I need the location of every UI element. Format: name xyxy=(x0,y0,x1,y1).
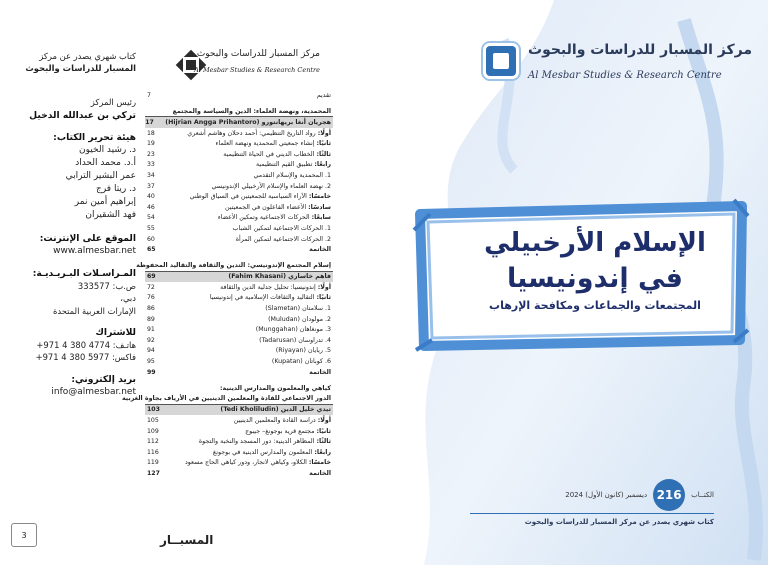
toc-entry-title: دراسة القادة والمعلمين الدينيين xyxy=(233,417,318,425)
mail-block xyxy=(8,267,136,317)
toc-entry-title: المظاهر الدينية: دور المسجد والنخبة والتجوة xyxy=(198,438,317,446)
subscription-block xyxy=(8,326,136,364)
toc-page-number: 86 xyxy=(147,305,155,313)
toc-entry-text xyxy=(167,438,331,445)
masthead-column xyxy=(8,50,136,408)
mail-line: الإمارات العربية المتحدة xyxy=(52,305,136,316)
issue-date: ديسمبر (كانون الأول) 2024 xyxy=(565,491,648,499)
toc-page-number: 19 xyxy=(147,140,155,148)
toc-entry-ordinal: ثانيًا: xyxy=(316,294,331,302)
toc-entry-text xyxy=(167,193,331,200)
toc-entry-ordinal: رابعًا: xyxy=(314,161,331,169)
toc-page-number: 109 xyxy=(147,427,159,435)
toc-entry-ordinal: أولًا: xyxy=(317,129,331,137)
toc-author-row[interactable] xyxy=(145,405,333,416)
toc-entry[interactable] xyxy=(145,191,333,202)
board-member: أ.د. محمد الحداد xyxy=(75,158,136,169)
toc-entry[interactable] xyxy=(145,458,333,469)
toc-entry-text: 2. الحركات الاجتماعية لتمكين المرأة xyxy=(235,235,331,243)
cover-title-line1: الإسلام الأرخبيلي xyxy=(484,228,706,258)
toc-entry[interactable] xyxy=(145,436,333,447)
toc-page-number: 33 xyxy=(147,161,155,169)
toc-entry-text: الخاتمة xyxy=(309,469,331,477)
mail-line: دبي، xyxy=(120,293,136,304)
toc-page-number: 92 xyxy=(147,336,155,344)
toc-page-number: 18 xyxy=(147,129,155,137)
toc-entry-text: 1. الحركات الاجتماعية لتمكين الشباب xyxy=(232,224,331,232)
board-member: فهد الشقيران xyxy=(85,210,136,221)
toc-entry-text: 2. مولودان (Muludan) xyxy=(268,315,331,323)
toc-entry-text xyxy=(167,161,331,168)
toc-entry[interactable] xyxy=(145,468,333,479)
toc-entry-text: تقديم xyxy=(316,91,331,99)
subscription-heading: للاشتراك xyxy=(95,326,136,338)
toc-entry-text xyxy=(167,214,331,221)
toc-entry[interactable] xyxy=(145,356,333,367)
board-member: د. ريتا فرج xyxy=(96,184,136,195)
toc-entry-text xyxy=(167,204,331,211)
toc-entry-text: 5. ريايان (Riyayan) xyxy=(275,347,331,355)
toc-entry[interactable] xyxy=(145,303,333,314)
cover-logo xyxy=(480,38,752,88)
toc-entry-text: 2. نهضة العلماء والإسلام الأرخبيلي الإندونيسي xyxy=(211,182,331,190)
toc-page-number: 127 xyxy=(147,469,160,477)
toc-entry-title: الآراء السياسية للجمعيتين في السياق الوطني xyxy=(189,193,309,201)
toc-entry-ordinal: ثانيًا: xyxy=(316,427,331,435)
cover-logo-english: Al Mesbar Studies & Research Centre xyxy=(528,70,722,81)
toc-entry-title: الأعضاء الفاعلون في الجمعيتين xyxy=(225,203,309,211)
issue-subtitle: كتاب شهري يصدر عن مركز المسبار للدراسات والبحوث xyxy=(524,518,714,526)
toc-entry-text: الخاتمة xyxy=(309,246,331,254)
toc-entry-text: تيدي خليل الدين (Tedi Kholiludin) xyxy=(220,406,331,414)
cover-title-line2: في إندونيسيا xyxy=(507,263,683,294)
toc-page-number: 105 xyxy=(147,417,159,425)
toc-entry-title: التقاليد والثقافات الإسلامية في إندونيسيا xyxy=(209,294,317,302)
toc-entry-text: 6. كوباتان (Kupatan) xyxy=(271,358,331,366)
toc-page-number: 72 xyxy=(147,283,155,291)
toc-entry-text: إسلام المجتمع الإندونيسي: التدين والثقافة والتقاليد المحفوظة xyxy=(136,262,331,270)
toc-entry[interactable] xyxy=(145,282,333,293)
toc-entry-text: الدور الاجتماعي للقادة والمعلمين الدينيين في الأرياف بجاوة الغربية xyxy=(121,395,331,403)
toc-entry-text: 1. سلامتان (Slametan) xyxy=(265,305,331,313)
editorial-board xyxy=(8,131,136,223)
toc-entry-title: رواد التاريخ التنظيمي: أحمد دحلان وهاشم أشعري xyxy=(187,129,318,137)
cover-title-block xyxy=(450,225,740,315)
toc-page-number: 54 xyxy=(147,214,155,222)
toc-page-number: 69 xyxy=(147,273,156,281)
director-label: رئيس المركز xyxy=(90,97,136,108)
toc-page-number: 94 xyxy=(147,347,155,355)
toc-entry-text: 4. تدراوسان (Tadarusan) xyxy=(259,336,331,344)
toc-entry[interactable] xyxy=(145,324,333,335)
toc-page-number: 55 xyxy=(147,224,155,232)
page-number: 3 xyxy=(11,523,37,547)
toc-entry[interactable] xyxy=(145,90,333,101)
toc-entry-ordinal: ثالثًا: xyxy=(316,438,331,446)
toc-entry-ordinal: خامسًا: xyxy=(308,193,331,201)
toc-author-row[interactable] xyxy=(145,272,333,283)
toc-page-number: 99 xyxy=(147,368,156,376)
website-link[interactable]: www.almesbar.net xyxy=(53,245,136,256)
mail-heading: المـراسـلات البـريـديـة: xyxy=(32,267,136,279)
toc-entry[interactable] xyxy=(145,383,333,394)
toc-entry-ordinal: ثالثًا: xyxy=(316,150,331,158)
toc-entry-ordinal: سابعًا: xyxy=(311,214,331,222)
toc-page-number: 91 xyxy=(147,326,155,334)
toc-entry-text: فاهم خاساري (Fahim Khasani) xyxy=(228,273,331,281)
publication-note-line: كتاب شهري يصدر عن مركز xyxy=(39,51,136,61)
fax-number: فاكس: 5977 380 4 971+ xyxy=(35,352,136,363)
toc-page-number: 23 xyxy=(147,150,155,158)
toc-page-number: 17 xyxy=(145,118,154,126)
toc-entry[interactable] xyxy=(145,293,333,304)
toc-page-number: 40 xyxy=(147,193,155,201)
toc-entry[interactable] xyxy=(145,426,333,437)
toc-page-number: 60 xyxy=(147,235,155,243)
issue-info xyxy=(470,479,714,526)
board-member: إبراهيم أمين نمر xyxy=(74,197,136,208)
toc-entry[interactable] xyxy=(145,213,333,224)
website-block xyxy=(8,232,136,258)
toc-entry[interactable] xyxy=(145,234,333,245)
toc-page-number: 112 xyxy=(147,438,159,446)
toc-entry[interactable] xyxy=(145,244,333,255)
toc-entry-text: الخاتمة xyxy=(309,368,331,376)
toc-entry-text xyxy=(167,140,331,147)
mesbar-logo-icon xyxy=(486,46,516,76)
toc-entry-text xyxy=(167,294,331,301)
toc-entry-title: الكلاو، وكياهي لانجار، ودور كياهي الحاج مسعود xyxy=(184,459,309,467)
toc-logo xyxy=(172,48,320,84)
toc-entry-text: المحمدية، ونهضة العلماء: الدين والسياسة والمجتمع xyxy=(172,107,331,115)
toc-entry[interactable] xyxy=(145,415,333,426)
toc-entry-text xyxy=(167,130,331,137)
toc-entry[interactable] xyxy=(145,170,333,181)
book-label: الكتــاب xyxy=(691,491,714,499)
toc-author-row[interactable] xyxy=(145,117,333,128)
toc-page-number: 37 xyxy=(147,182,155,190)
toc-entry[interactable] xyxy=(145,223,333,234)
toc-entry[interactable] xyxy=(145,202,333,213)
toc-page-number: 119 xyxy=(147,459,159,467)
email-block xyxy=(8,373,136,399)
toc-entry-ordinal: خامسًا: xyxy=(308,459,331,467)
director-name: تركي بن عبدالله الدخيل xyxy=(29,109,136,121)
issue-row xyxy=(470,479,714,511)
toc-entry-ordinal: ثانيًا: xyxy=(316,140,331,148)
toc-page-number: 89 xyxy=(147,315,155,323)
toc-entry[interactable] xyxy=(145,149,333,160)
toc-page-number: 46 xyxy=(147,203,155,211)
cover-subtitle: المجتمعات والجماعات ومكافحة الإرهاب xyxy=(489,299,701,312)
toc-entry-ordinal: أولًا: xyxy=(317,283,331,291)
email-heading: بريد إلكتروني: xyxy=(71,373,136,385)
toc-page-number: 7 xyxy=(147,91,151,99)
toc-entry[interactable] xyxy=(145,128,333,139)
toc-entry[interactable] xyxy=(145,447,333,458)
website-heading: الموقع على الإنترنت: xyxy=(39,232,136,244)
toc-entry-text xyxy=(167,459,331,466)
toc-entry[interactable] xyxy=(145,181,333,192)
director-block xyxy=(8,96,136,122)
toc-footer-brand: المسبــار xyxy=(160,533,214,547)
toc-section-title[interactable] xyxy=(145,107,333,118)
toc-entry-text: 1. المحمدية والإسلام التقدمي xyxy=(253,171,331,179)
toc-entry[interactable] xyxy=(145,367,333,378)
issue-number-badge: 216 xyxy=(653,479,685,511)
toc-entry-title: الحركات الاجتماعية وتمكين الأعضاء xyxy=(217,214,312,222)
toc-entry-text: كياهي والمعلمون والمدارس الدينية: xyxy=(219,385,331,393)
toc-entry[interactable] xyxy=(145,335,333,346)
toc-entry-ordinal: أولًا: xyxy=(317,417,331,425)
toc-entry-ordinal: سادسًا: xyxy=(308,203,331,211)
editorial-board-heading: هيئة تحرير الكتاب: xyxy=(53,131,136,143)
email-link[interactable]: info@almesbar.net xyxy=(51,386,136,397)
toc-entry-text xyxy=(167,284,331,291)
toc-page-number: 65 xyxy=(147,246,156,254)
toc-entry-title: إندونيسيا: تحليل جدلية الدين والثقافة xyxy=(220,283,318,291)
toc-page-number: 76 xyxy=(147,294,155,302)
publication-note-line: المسبار للدراسات والبحوث xyxy=(25,63,136,74)
issue-divider xyxy=(470,513,714,514)
toc-page-number: 34 xyxy=(147,171,155,179)
toc-entry[interactable] xyxy=(145,314,333,325)
toc-entry-title: المعلمون والمدارس الدينية في بوجونغ xyxy=(212,448,315,456)
board-member: عمر البشير الترابي xyxy=(65,171,136,182)
toc-entry-text xyxy=(167,449,331,456)
toc-entry-text xyxy=(167,417,331,424)
toc-entry-title: مجتمع قرية بوجونغ– جيبوج xyxy=(245,427,317,435)
toc-entry-text: 3. مونغاهان (Munggahan) xyxy=(255,326,331,334)
toc-entry-text: هجريان أنغا بريهانتورو (Hijrian Angga Prihantoro) xyxy=(165,118,331,126)
toc-entry-title: تطبيق القيم التنظيمية xyxy=(256,161,315,169)
toc-logo-arabic: مركز المسبار للدراسات والبحوث xyxy=(196,49,320,59)
toc-entry-text xyxy=(167,151,331,158)
mail-line: ص.ب: 333577 xyxy=(77,281,136,292)
toc-section-title[interactable] xyxy=(136,261,333,272)
toc-section-title[interactable] xyxy=(121,394,333,405)
toc-entry[interactable] xyxy=(145,138,333,149)
toc-entry-title: الخطاب الديني في الحياة التنظيمية xyxy=(223,150,317,158)
toc-entry[interactable] xyxy=(145,346,333,357)
toc-logo-english: Al Mesbar Studies & Research Centre xyxy=(194,66,320,74)
toc-page-number: 95 xyxy=(147,358,155,366)
toc-page-number: 116 xyxy=(147,448,159,456)
toc-entry-title: إنشاء جمعيتي المحمدية ونهضة العلماء xyxy=(215,140,317,148)
cover-logo-arabic: مركز المسبار للدراسات والبحوث xyxy=(528,42,752,58)
toc-entry-text xyxy=(167,428,331,435)
toc-entry-ordinal: رابعًا: xyxy=(314,448,331,456)
phone-number: هاتـف: 4774 380 4 971+ xyxy=(36,340,136,351)
board-member: د. رشيد الخيون xyxy=(79,145,136,156)
toc-entry[interactable] xyxy=(145,160,333,171)
toc-page-number: 103 xyxy=(147,406,160,414)
publication-note xyxy=(8,50,136,74)
